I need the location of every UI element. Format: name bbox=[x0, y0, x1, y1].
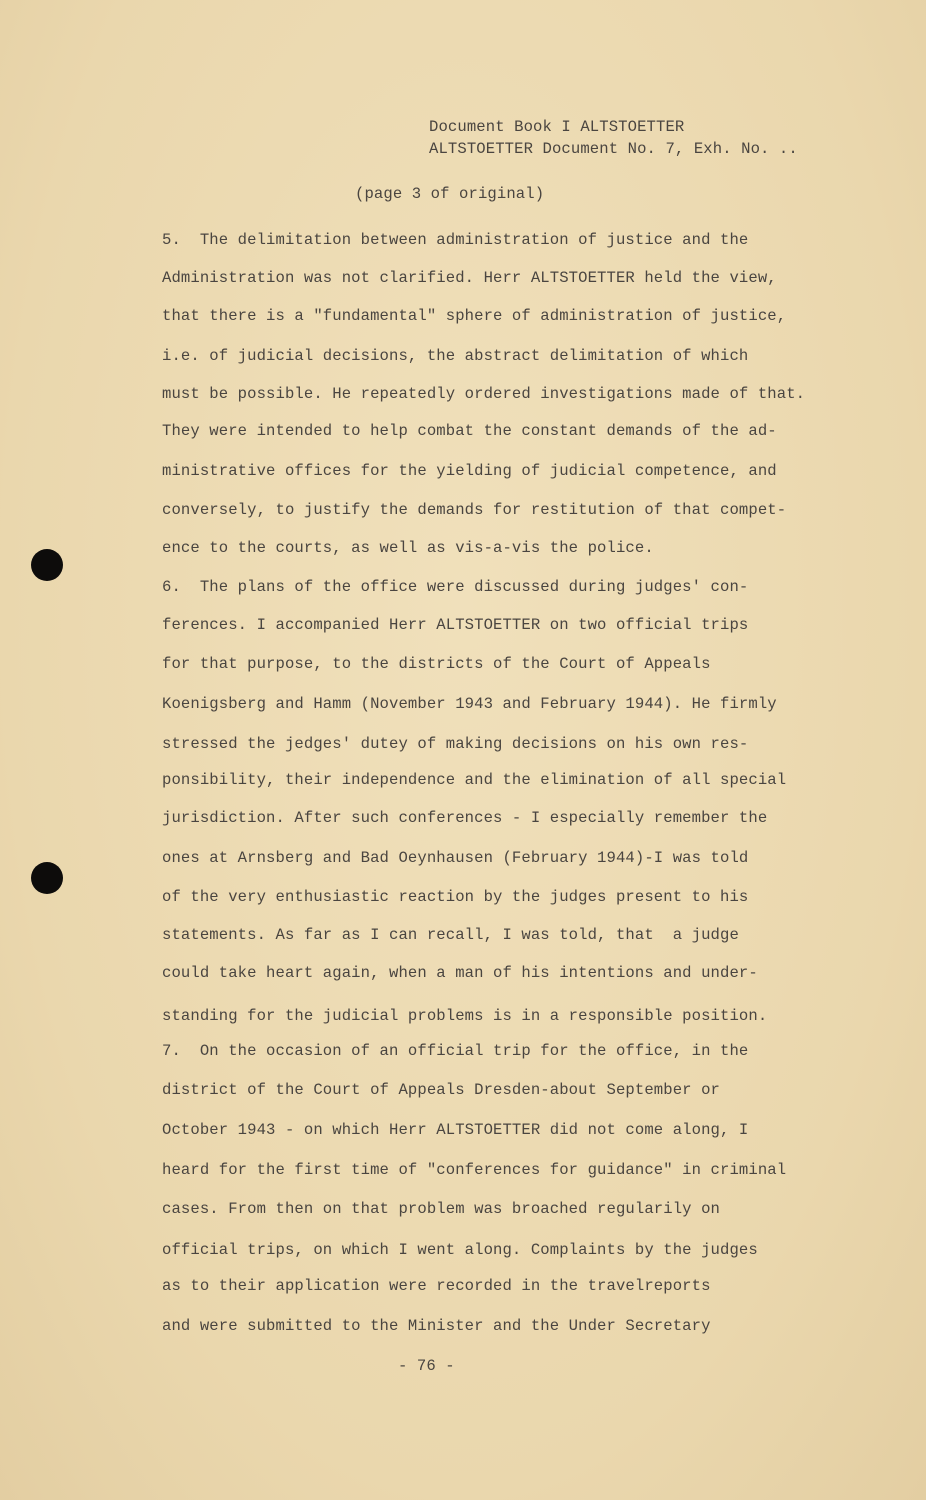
body-line: jurisdiction. After such conferences - I especially remember the bbox=[162, 809, 768, 827]
body-line: for that purpose, to the districts of the Court of Appeals bbox=[162, 655, 711, 673]
body-line: standing for the judicial problems is in a responsible position. bbox=[162, 1007, 768, 1025]
body-line: stressed the jedges' dutey of making decisions on his own res- bbox=[162, 735, 749, 753]
body-line: Administration was not clarified. Herr ALTSTOETTER held the view, bbox=[162, 269, 777, 287]
body-line: could take heart again, when a man of his intentions and under- bbox=[162, 964, 758, 982]
body-line: ones at Arnsberg and Bad Oeynhausen (February 1944)-I was told bbox=[162, 849, 749, 867]
body-line: They were intended to help combat the constant demands of the ad- bbox=[162, 422, 777, 440]
body-line: ence to the courts, as well as vis-a-vis the police. bbox=[162, 539, 654, 557]
body-line: i.e. of judicial decisions, the abstract delimitation of which bbox=[162, 347, 749, 365]
body-line: as to their application were recorded in the travelreports bbox=[162, 1277, 711, 1295]
body-line: and were submitted to the Minister and the Under Secretary bbox=[162, 1317, 711, 1335]
header-document-number: ALTSTOETTER Document No. 7, Exh. No. .. bbox=[429, 140, 798, 158]
body-line: district of the Court of Appeals Dresden-about September or bbox=[162, 1081, 721, 1099]
body-line: Koenigsberg and Hamm (November 1943 and February 1944). He firmly bbox=[162, 695, 777, 713]
page-of-original: (page 3 of original) bbox=[355, 185, 545, 203]
body-line: statements. As far as I can recall, I was told, that a judge bbox=[162, 926, 739, 944]
body-line: ferences. I accompanied Herr ALTSTOETTER on two official trips bbox=[162, 616, 749, 634]
body-line: ponsibility, their independence and the elimination of all special bbox=[162, 771, 787, 789]
body-line: October 1943 - on which Herr ALTSTOETTER did not come along, I bbox=[162, 1121, 749, 1139]
body-line: that there is a "fundamental" sphere of administration of justice, bbox=[162, 307, 787, 325]
body-line: 5. The delimitation between administration of justice and the bbox=[162, 231, 749, 249]
body-line: official trips, on which I went along. Complaints by the judges bbox=[162, 1241, 758, 1259]
header-document-book: Document Book I ALTSTOETTER bbox=[429, 118, 685, 136]
body-line: ministrative offices for the yielding of judicial competence, and bbox=[162, 462, 777, 480]
body-line: cases. From then on that problem was broached regularily on bbox=[162, 1200, 721, 1218]
body-line: conversely, to justify the demands for restitution of that compet- bbox=[162, 501, 787, 519]
body-line: must be possible. He repeatedly ordered investigations made of that. bbox=[162, 385, 806, 403]
body-line: heard for the first time of "conferences for guidance" in criminal bbox=[162, 1161, 787, 1179]
punch-hole bbox=[31, 549, 63, 581]
body-line: of the very enthusiastic reaction by the judges present to his bbox=[162, 888, 749, 906]
punch-hole bbox=[31, 862, 63, 894]
page-number: - 76 - bbox=[398, 1357, 455, 1375]
body-line: 7. On the occasion of an official trip for the office, in the bbox=[162, 1042, 749, 1060]
body-line: 6. The plans of the office were discussed during judges' con- bbox=[162, 578, 749, 596]
